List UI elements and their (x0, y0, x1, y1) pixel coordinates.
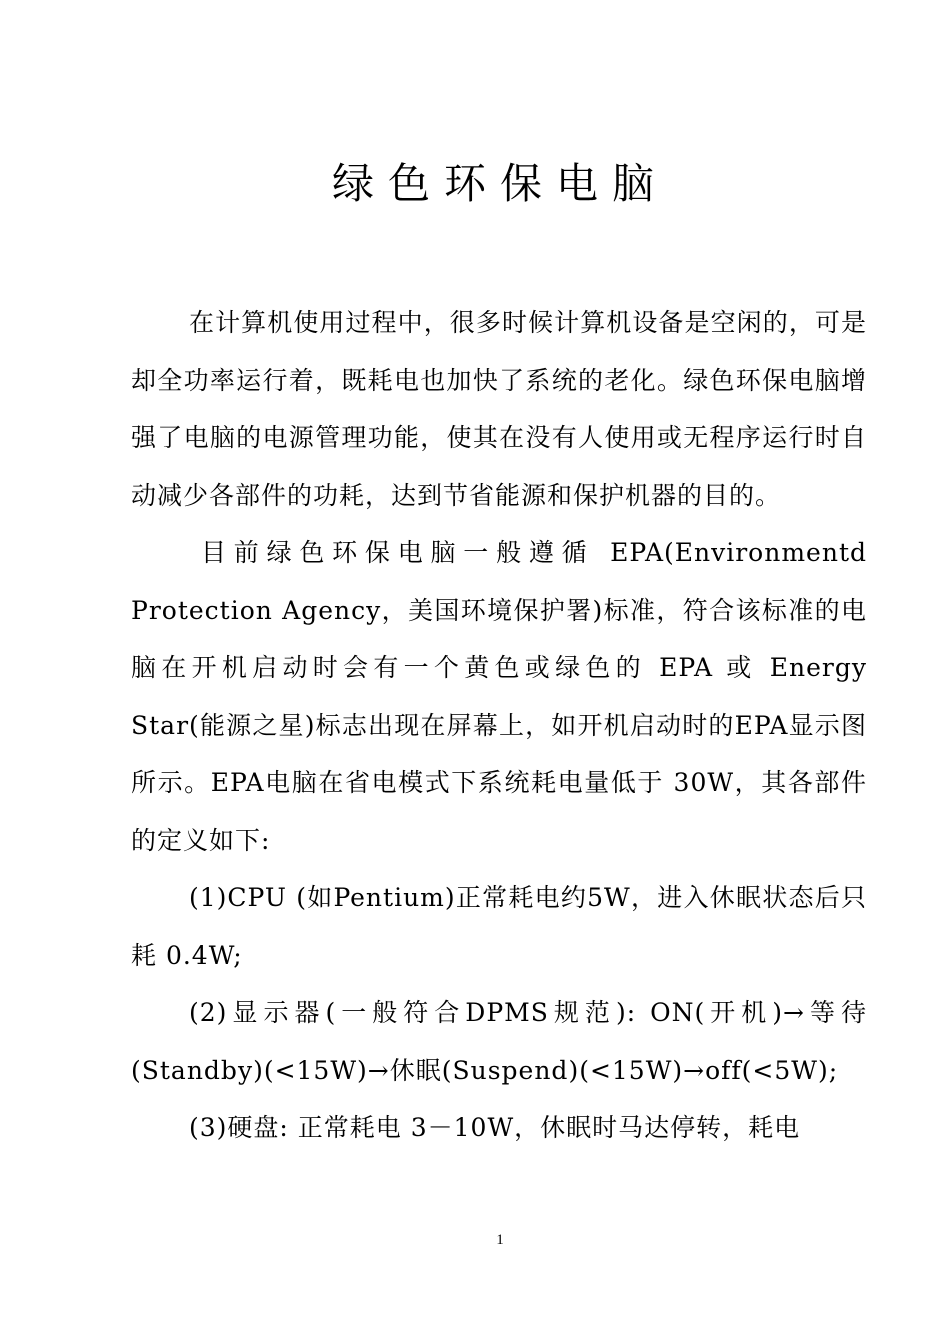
paragraph-cpu: (1)CPU (如Pentium)正常耗电约5W，进入休眠状态后只耗 0.4W; (131, 883, 867, 970)
document-body (131, 294, 867, 1157)
paragraph-display: (2)显示器(一般符合DPMS规范): ON(开机)→等待(Standby)(<15W)→休眠(Suspend)(<15W)→off(<5W); (131, 998, 867, 1085)
paragraph-hard-disk: (3)硬盘: 正常耗电 3－10W，休眠时马达停转，耗电 (189, 1113, 801, 1142)
paragraph-epa-standard: 目前绿色环保电脑一般遵循 EPA(Environmentd Protection Agency，美国环境保护署)标准，符合该标准的电脑在开机启动时会有一个黄色或绿色的 EPA 或 Energy Star(能源之星)标志出现在屏幕上，如开机启动时的EPA显示图所示。EPA电脑在省电模式下系统耗电量低于 30W，其各部件的定义如下: (131, 538, 867, 855)
document-title: 绿色环保电脑 (331, 159, 668, 209)
page-number: 1 (496, 1232, 504, 1248)
paragraph-intro: 在计算机使用过程中，很多时候计算机设备是空闲的，可是却全功率运行着，既耗电也加快了系统的老化。绿色环保电脑增强了电脑的电源管理功能，使其在没有人使用或无程序运行时自动减少各部件的功耗，达到节省能源和保护机器的目的。 (131, 308, 867, 510)
